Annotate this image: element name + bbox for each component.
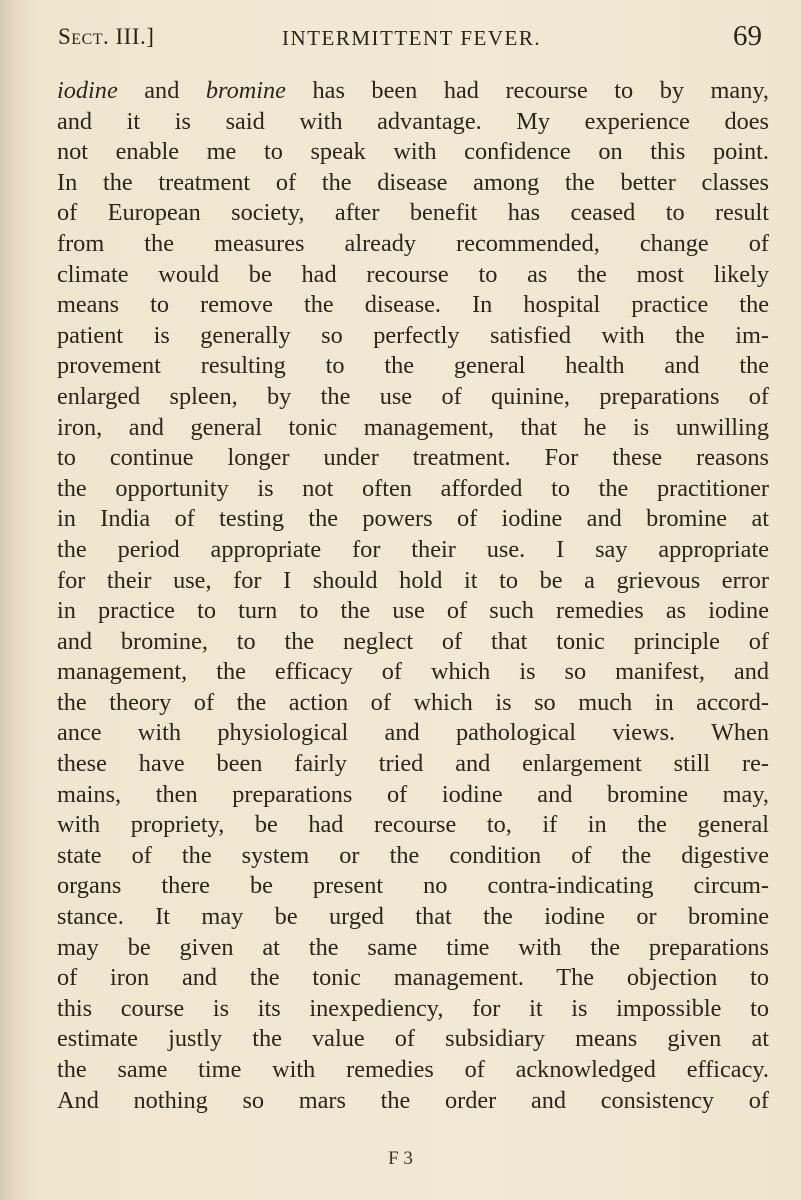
- text-line: from the measures already recommended, change of: [57, 229, 769, 257]
- body-text: [57, 76, 769, 1116]
- running-head: [58, 18, 772, 58]
- running-title: INTERMITTENT FEVER.: [282, 26, 542, 50]
- text-fragment: has been had recourse to by many,: [285, 77, 770, 104]
- section-marker: Sect. III.]: [58, 24, 155, 49]
- text-line: mains, then preparations of iodine and bromine may,: [57, 780, 769, 808]
- text-line: state of the system or the condition of the digestive: [57, 841, 769, 869]
- italic-term-bromine: bromine: [205, 77, 286, 104]
- text-line: patient is generally so perfectly satisfied with the im-: [57, 321, 769, 349]
- signature-mark: F 3: [388, 1148, 413, 1169]
- text-line: to continue longer under treatment. For these reasons: [57, 444, 769, 472]
- text-line: the same time with remedies of acknowledged efficacy.: [57, 1056, 769, 1083]
- text-line: and it is said with advantage. My experience does: [57, 107, 769, 135]
- text-line: in practice to turn to the use of such remedies as iodine: [57, 597, 769, 625]
- text-line: provement resulting to the general health and the: [57, 352, 769, 380]
- text-line: with propriety, be had recourse to, if in the general: [57, 811, 769, 839]
- text-line: ance with physiological and pathological views. When: [57, 719, 769, 747]
- text-line: management, the efficacy of which is so manifest, and: [57, 658, 769, 686]
- text-line: iron, and general tonic management, that he is unwilling: [57, 413, 769, 441]
- italic-term-iodine: iodine: [57, 77, 118, 104]
- text-line: of iron and the tonic management. The objection to: [57, 964, 769, 992]
- text-line: means to remove the disease. In hospital practice the: [57, 291, 769, 319]
- text-line: in India of testing the powers of iodine and bromine at: [57, 505, 769, 533]
- text-line: these have been fairly tried and enlargement still re-: [57, 750, 769, 778]
- text-line: stance. It may be urged that the iodine or bromine: [57, 903, 769, 931]
- page-number: 69: [733, 20, 762, 52]
- text-line: not enable me to speak with confidence on this point.: [57, 138, 769, 166]
- text-line: the theory of the action of which is so much in accord-: [57, 688, 769, 716]
- text-line: enlarged spleen, by the use of quinine, preparations of: [57, 382, 769, 410]
- text-line: and bromine, to the neglect of that tonic principle of: [57, 627, 769, 655]
- text-line: climate would be had recourse to as the most likely: [57, 260, 769, 288]
- text-line: of European society, after benefit has ceased to result: [57, 199, 769, 227]
- text-line: the opportunity is not often afforded to the practitioner: [57, 474, 769, 502]
- text-line-1: [57, 76, 769, 107]
- text-fragment: and: [117, 77, 206, 104]
- text-line: organs there be present no contra-indicating circum-: [57, 872, 769, 900]
- text-line: the period appropriate for their use. I say appropriate: [57, 535, 769, 563]
- text-line: this course is its inexpediency, for it is impossible to: [57, 994, 769, 1022]
- text-line: In the treatment of the disease among the better classes: [57, 168, 769, 196]
- text-line: estimate justly the value of subsidiary means given at: [57, 1025, 769, 1053]
- text-line: may be given at the same time with the preparations: [57, 933, 769, 961]
- text-line: for their use, for I should hold it to be a grievous error: [57, 566, 769, 594]
- text-line: And nothing so mars the order and consistency of: [57, 1086, 769, 1114]
